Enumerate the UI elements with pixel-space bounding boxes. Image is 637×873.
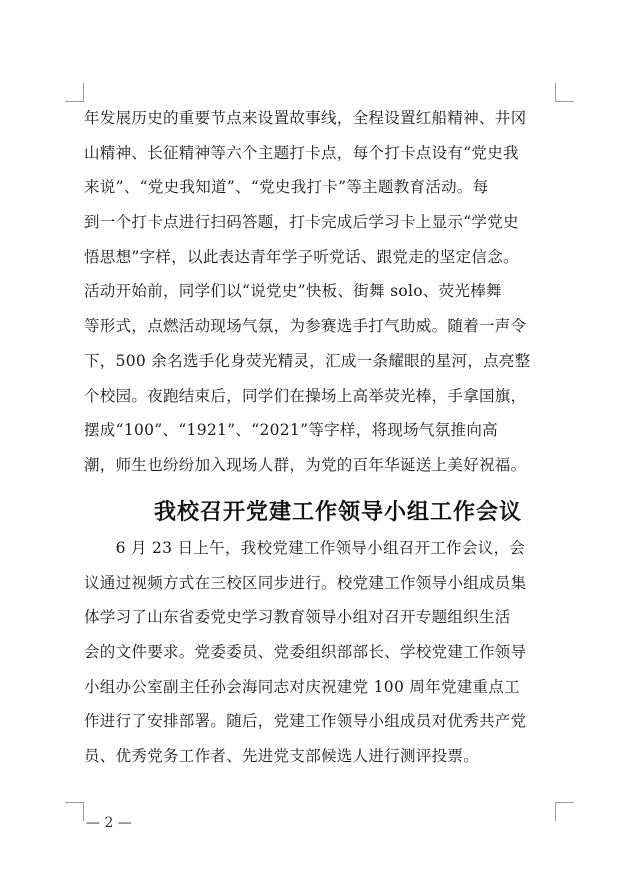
article-body xyxy=(84,531,564,774)
paragraph-line: 到一个打卡点进行扫码答题，打卡完成后学习卡上显示“学党史 xyxy=(84,213,519,232)
crop-mark-bottom-right xyxy=(555,802,574,821)
paragraph-line: 会的文件要求。党委委员、党委组织部部长、学校党建工作领导 xyxy=(84,643,527,662)
paragraph-continued xyxy=(84,101,564,483)
paragraph-line: 6 月 23 日上午，我校党建工作领导小组召开工作会议，会 xyxy=(84,539,526,557)
paragraph-line: 议通过视频方式在三校区同步进行。校党建工作领导小组成员集 xyxy=(84,573,527,592)
paragraph-line: 下，500 余名选手化身荧光精灵，汇成一条耀眼的星河，点亮整 xyxy=(84,351,531,370)
article-title: 我校召开党建工作领导小组工作会议 xyxy=(154,499,523,525)
paragraph-line: 悟思想”字样，以此表达青年学子听党话、跟党走的坚定信念。 xyxy=(84,247,519,266)
paragraph-line: 体学习了山东省委党史学习教育领导小组对召开专题组织生活 xyxy=(84,608,511,627)
crop-mark-top-right xyxy=(555,83,574,102)
paragraph-line: 潮，师生也纷纷加入现场人群，为党的百年华诞送上美好祝福。 xyxy=(84,455,527,474)
paragraph-line: 来说”、“党史我知道”、“党史我打卡”等主题教育活动。每 xyxy=(84,178,489,197)
paragraph-line: 个校园。夜跑结束后，同学们在操场上高举荧光棒，手拿国旗， xyxy=(84,386,527,405)
crop-mark-bottom-left xyxy=(65,802,84,821)
paragraph-line: 小组办公室副主任孙会海同志对庆祝建党 100 周年党建重点工 xyxy=(84,677,520,696)
paragraph-line: 年发展历史的重要节点来设置故事线，全程设置红船精神、井冈 xyxy=(84,109,527,127)
crop-mark-top-left xyxy=(65,83,84,102)
paragraph-line: 员、优秀党务工作者、先进党支部候选人进行测评投票。 xyxy=(84,747,480,766)
page-number: — 2 — xyxy=(86,815,132,831)
paragraph-line: 摆成“100”、“1921”、“2021”等字样，将现场气氛推向高 xyxy=(84,421,498,440)
paragraph-line: 等形式，点燃活动现场气氛，为参赛选手打气助威。随着一声令 xyxy=(84,317,527,336)
paragraph-line: 山精神、长征精神等六个主题打卡点，每个打卡点设有“党史我 xyxy=(84,143,519,162)
paragraph-line: 作进行了安排部署。随后，党建工作领导小组成员对优秀共产党 xyxy=(84,712,527,731)
paragraph-line: 活动开始前，同学们以“说党史”快板、街舞 solo、荧光棒舞 xyxy=(84,282,502,301)
